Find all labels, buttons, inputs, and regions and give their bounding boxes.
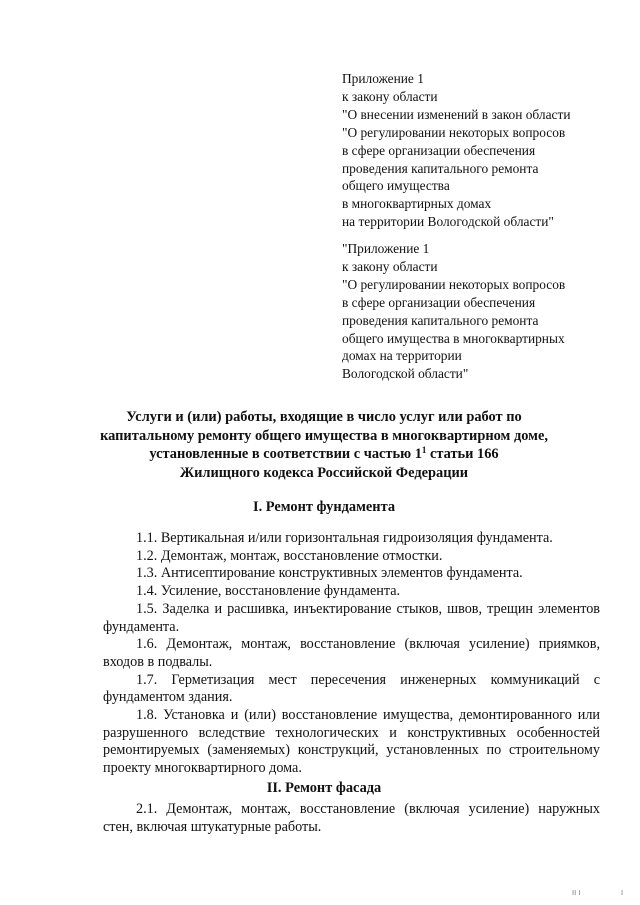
appendix-line: Приложение 1 bbox=[342, 71, 424, 86]
appendix-header-original bbox=[342, 240, 632, 383]
appendix-line: "О регулировании некоторых вопросов bbox=[342, 276, 566, 292]
title-line: Услуги и (или) работы, входящие в число услуг или работ по bbox=[126, 409, 522, 425]
appendix-line: проведения капитального ремонта bbox=[342, 160, 539, 176]
appendix-line: в многоквартирных домах bbox=[342, 196, 492, 212]
appendix-line: "О внесении изменений в закон области bbox=[342, 106, 571, 122]
list-item: 1.5. Заделка и расшивка, инъектирование стыков, швов, трещин элементов фундамента. bbox=[103, 600, 600, 635]
list-item: 1.6. Демонтаж, монтаж, восстановление (включая усиление) приямков, входов в подвалы. bbox=[103, 636, 600, 670]
section-heading-facade: II. Ремонт фасада bbox=[266, 780, 382, 796]
title-line bbox=[96, 445, 552, 464]
appendix-line: в сфере организации обеспечения bbox=[342, 142, 536, 158]
list-item: 1.7. Герметизация мест пересечения инженерных коммуникаций с фундаментом здания. bbox=[103, 671, 600, 706]
appendix-line: общего имущества bbox=[342, 178, 450, 194]
appendix-line: "Приложение 1 bbox=[342, 241, 430, 256]
section-body-foundation bbox=[103, 530, 600, 778]
list-item: 1.4. Усиление, восстановление фундамента. bbox=[136, 583, 401, 600]
title-line: Жилищного кодекса Российской Федерации bbox=[179, 464, 469, 481]
appendix-line: к закону области bbox=[342, 258, 438, 274]
list-item: 1.8. Установка и (или) восстановление имущества, демонтированного или разрушенного вследствие технологических и конструктивных особенностей ремонтируемых (заменяемых) конструкций, установленных по строительному проекту многоквартирного дома. bbox=[103, 707, 600, 777]
appendix-line: проведения капитального ремонта bbox=[342, 312, 539, 328]
list-item: 1.2. Демонтаж, монтаж, восстановление отмостки. bbox=[136, 547, 443, 564]
section-heading-foundation: I. Ремонт фундамента bbox=[252, 499, 396, 515]
title-line-suffix: статьи 166 bbox=[426, 446, 499, 462]
appendix-line: домах на территории bbox=[342, 348, 462, 364]
appendix-line: "О регулировании некоторых вопросов bbox=[342, 124, 566, 140]
title-line-prefix: установленные в соответствии с частью 1 bbox=[149, 446, 422, 462]
title-superscript: 1 bbox=[421, 445, 427, 455]
scan-mark: II I bbox=[572, 889, 581, 897]
appendix-line: на территории Вологодской области" bbox=[342, 214, 554, 230]
appendix-line: в сфере организации обеспечения bbox=[342, 294, 536, 310]
section-body-facade bbox=[103, 801, 600, 836]
list-item: 1.3. Антисептирование конструктивных элементов фундамента. bbox=[136, 565, 523, 582]
appendix-line: Вологодской области" bbox=[342, 366, 469, 382]
appendix-line: общего имущества в многоквартирных bbox=[342, 330, 565, 346]
appendix-header-current bbox=[342, 70, 632, 231]
list-item: 2.1. Демонтаж, монтаж, восстановление (включая усиление) наружных стен, включая штукатурные работы. bbox=[103, 801, 600, 835]
document-title bbox=[96, 408, 552, 482]
list-item: 1.1. Вертикальная и/или горизонтальная гидроизоляция фундамента. bbox=[136, 530, 553, 546]
scan-mark: I bbox=[621, 889, 624, 897]
title-line: капитальному ремонту общего имущества в многоквартирном доме, bbox=[100, 427, 548, 444]
appendix-line: к закону области bbox=[342, 88, 438, 104]
